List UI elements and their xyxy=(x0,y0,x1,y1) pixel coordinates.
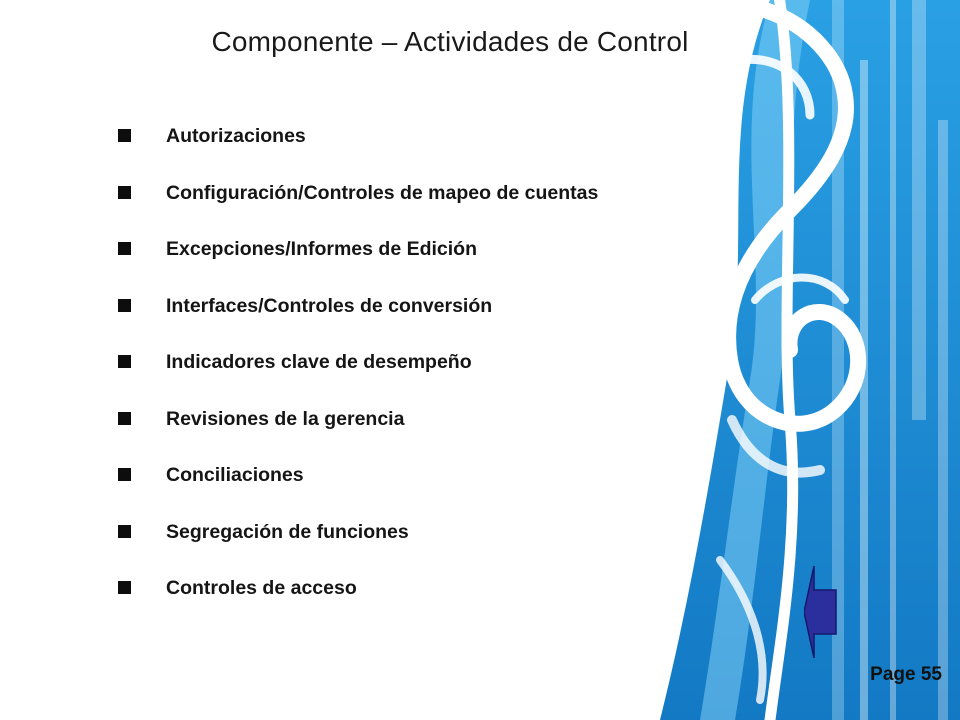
list-item xyxy=(118,126,598,183)
square-bullet-icon xyxy=(118,299,131,312)
list-item xyxy=(118,183,598,240)
square-bullet-icon xyxy=(118,186,131,199)
list-item xyxy=(118,409,598,466)
square-bullet-icon xyxy=(118,525,131,538)
list-item xyxy=(118,522,598,579)
square-bullet-icon xyxy=(118,581,131,594)
square-bullet-icon xyxy=(118,242,131,255)
square-bullet-icon xyxy=(118,129,131,142)
square-bullet-icon xyxy=(118,412,131,425)
bullet-text: Interfaces/Controles de conversión xyxy=(166,294,493,317)
bullet-text: Excepciones/Informes de Edición xyxy=(166,238,478,260)
list-item xyxy=(118,296,598,353)
bullet-text: Revisiones de la gerencia xyxy=(166,407,405,430)
list-item xyxy=(118,239,598,296)
bullet-text: Configuración/Controles de mapeo de cuentas xyxy=(166,181,599,204)
bullet-text: Autorizaciones xyxy=(166,125,306,147)
bullet-text: Conciliaciones xyxy=(166,464,304,486)
square-bullet-icon xyxy=(118,468,131,481)
bullet-list xyxy=(118,126,598,635)
page-number: Page 55 xyxy=(870,664,942,685)
back-arrow-icon[interactable] xyxy=(804,566,838,658)
bullet-text: Controles de acceso xyxy=(166,577,357,599)
list-item xyxy=(118,578,598,635)
bullet-text: Indicadores clave de desempeño xyxy=(166,351,472,373)
square-bullet-icon xyxy=(118,355,131,368)
list-item xyxy=(118,352,598,409)
bullet-text: Segregación de funciones xyxy=(166,520,409,543)
slide-title: Componente – Actividades de Control xyxy=(211,26,689,57)
list-item xyxy=(118,465,598,522)
